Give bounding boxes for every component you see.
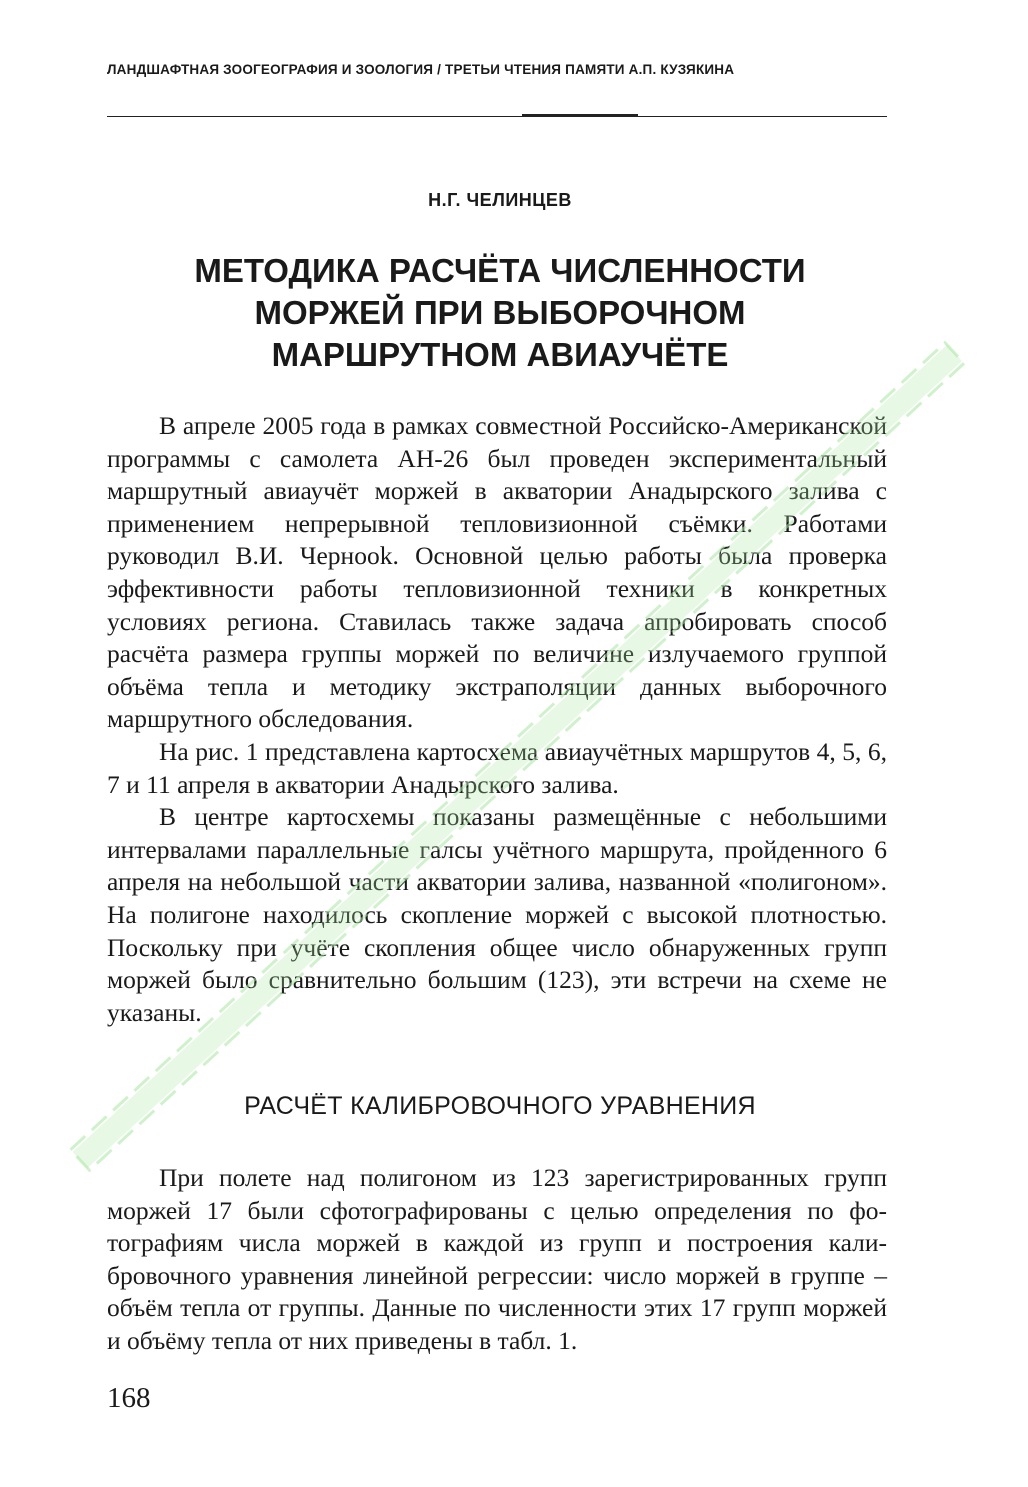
article-title: [0, 250, 1000, 376]
title-line: МЕТОДИКА РАСЧЁТА ЧИСЛЕННОСТИ: [194, 252, 806, 289]
page-number: 168: [107, 1382, 151, 1414]
running-head: ЛАНДШАФТНАЯ ЗООГЕОГРАФИЯ И ЗООЛОГИЯ / ТРЕТЬИ ЧТЕНИЯ ПАМЯТИ А.П. КУЗЯКИНА: [107, 62, 735, 77]
section-body: [107, 1162, 887, 1358]
header-rule: [107, 116, 887, 117]
paragraph: При полете над полигоном из 123 зарегистрированных групп моржей 17 были сфотографированы с целью определения по фотографиям числа моржей в каждой из групп и построения калибровочного уравнения линейной регрессии: число моржей в группе – объём тепла от группы. Данные по численности этих 17 групп моржей и объёму тепла от них приведены в табл. 1.: [107, 1163, 887, 1355]
paragraph: В апреле 2005 года в рамках совместной Российско-Американской программы с самолета АН-26 был проведен экспериментальный маршрутный авиаучёт моржей в акватории Анадырского залива с применением непрерывной тепловизионной съёмки. Работами руководил В.И. Чернook. Основной целью работы была проверка эффективности работы тепловизионной техники в конкретных условиях региона. Ставилась также задача апробировать способ расчёта размера группы моржей по величине излучаемого группой объёма тепла и методику экстраполяции данных выборочного маршрутного обследования.: [107, 411, 887, 734]
paragraph: На рис. 1 представлена картосхема авиаучётных маршрутов 4, 5, 6, 7 и 11 апреля в акватории Анадырского залива.: [107, 736, 887, 799]
header-rule-accent: [522, 114, 638, 117]
paragraph: В центре картосхемы показаны размещённые с небольшими интервалами параллельные галсы учётного маршрута, пройденного 6 апреля на небольшой части акватории залива, названной «полигоном». На полигоне находилось скопление моржей с высокой плотностью. Поскольку при учёте скопления общее число обнаруженных групп моржей было сравнительно большим (123), эти встречи на схеме не указаны.: [107, 802, 887, 1027]
title-line: МОРЖЕЙ ПРИ ВЫБОРОЧНОМ: [254, 294, 746, 331]
title-line: МАРШРУТНОМ АВИАУЧЁТЕ: [271, 336, 729, 373]
section-heading: РАСЧЁТ КАЛИБРОВОЧНОГО УРАВНЕНИЯ: [244, 1092, 756, 1120]
author-name: Н.Г. ЧЕЛИНЦЕВ: [428, 190, 572, 210]
intro-body: [107, 410, 887, 1029]
